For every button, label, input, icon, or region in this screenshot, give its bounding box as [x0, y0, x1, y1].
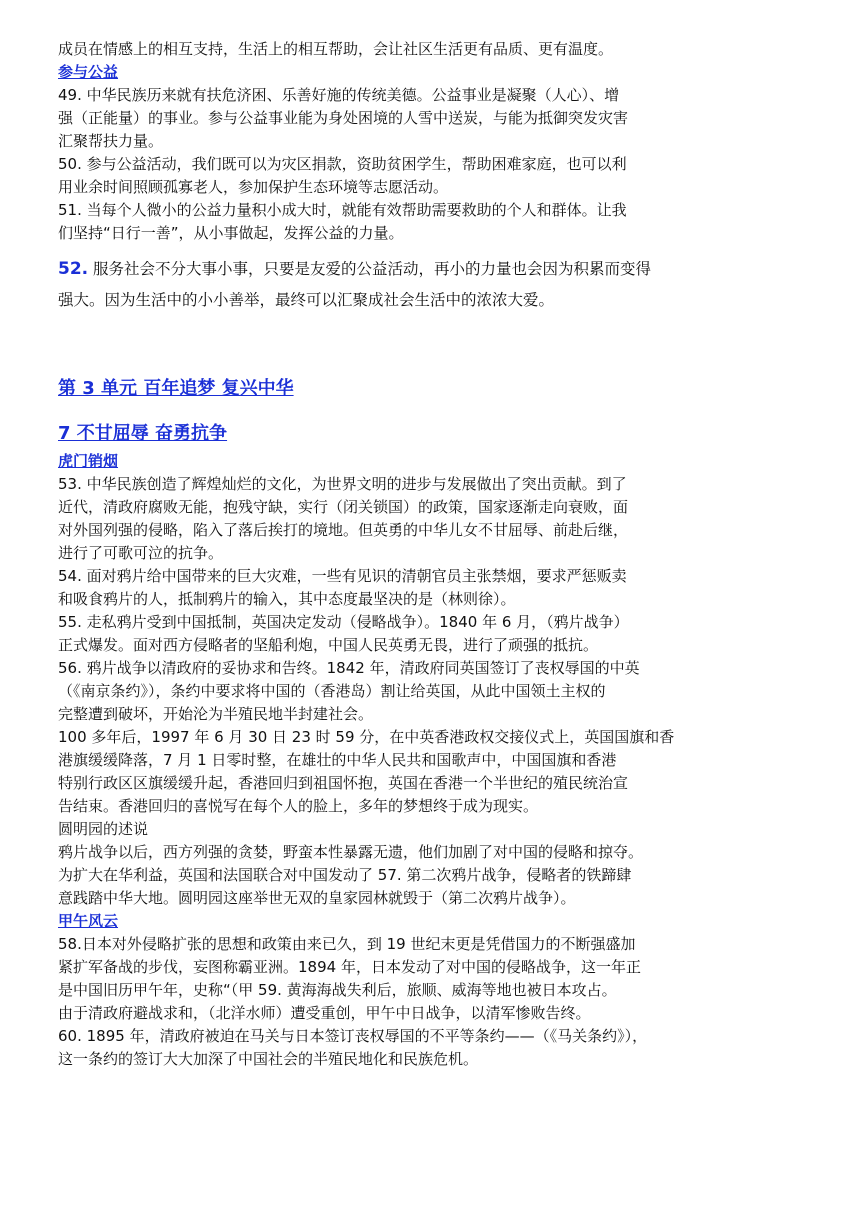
- text-line: 51. 当每个人微小的公益力量积小成大时，就能有效帮助需要救助的个人和群体。让我: [58, 201, 627, 219]
- text-line: 正式爆发。面对西方侵略者的坚船利炮，中国人民英勇无畏，进行了顽强的抵抗。: [58, 636, 599, 654]
- text-line: 50. 参与公益活动，我们既可以为灾区捐款，资助贫困学生，帮助困难家庭，也可以利: [58, 155, 627, 173]
- text-line: 特别行政区区旗缓缓升起，香港回归到祖国怀抱，英国在香港一个半世纪的殖民统治宣: [58, 774, 629, 792]
- text-line: 60. 1895 年，清政府被迫在马关与日本签订丧权辱国的不平等条约——（《马关条约》），: [58, 1027, 648, 1045]
- paragraph-57: [58, 841, 722, 910]
- intro-line: 成员在情感上的相互支持，生活上的相互帮助，会让社区生活更有品质、更有温度。: [58, 40, 614, 58]
- text-line: 为扩大在华利益，英国和法国联合对中国发动了 57. 第二次鸦片战争，侵略者的铁蹄肆: [58, 866, 632, 884]
- text-line: 这一条约的签订大大加深了中国社会的半殖民地化和民族危机。: [58, 1050, 479, 1068]
- text-line: 意践踏中华大地。圆明园这座举世无双的皇家园林就毁于（第二次鸦片战争）。: [58, 889, 576, 907]
- text-line: [58, 254, 722, 285]
- paragraph-51: [58, 199, 722, 245]
- text-line: 49. 中华民族历来就有扶危济困、乐善好施的传统美德。公益事业是凝聚（人心）、增: [58, 86, 620, 104]
- text-line: 鸦片战争以后，西方列强的贪婪，野蛮本性暴露无遗，他们加剧了对中国的侵略和掠夺。: [58, 843, 644, 861]
- text-line: 由于清政府避战求和，（北洋水师）遭受重创，甲午中日战争，以清军惨败告终。: [58, 1004, 591, 1022]
- text-line: 对外国列强的侵略，陷入了落后挨打的境地。但英勇的中华儿女不甘屈辱、前赴后继，: [58, 521, 629, 539]
- text-line: 完整遭到破坏，开始沦为半殖民地半封建社会。: [58, 705, 374, 723]
- paragraph-53: [58, 473, 722, 565]
- paragraph-hongkong: [58, 726, 722, 818]
- section-heading-gongyi[interactable]: 参与公益: [58, 63, 119, 81]
- document-page: [58, 38, 722, 1071]
- text-span: 服务社会不分大事小事，只要是友爱的公益活动，再小的力量也会因为积累而变得: [88, 260, 652, 278]
- text-line: 进行了可歌可泣的抗争。: [58, 544, 224, 562]
- text-line: 54. 面对鸦片给中国带来的巨大灾难，一些有见识的清朝官员主张禁烟，要求严惩贩卖: [58, 567, 627, 585]
- text-line: 强（正能量）的事业。参与公益事业能为身处困境的人雪中送炭，与能为抵御突发灾害: [58, 109, 629, 127]
- paragraph-52: [58, 254, 722, 316]
- unit-heading[interactable]: 第 3 单元 百年追梦 复兴中华: [58, 378, 294, 399]
- text-line: 58.日本对外侵略扩张的思想和政策由来已久，到 19 世纪末更是凭借国力的不断强盛加: [58, 935, 636, 953]
- lesson-heading[interactable]: 7 不甘屈辱 奋勇抗争: [58, 423, 228, 444]
- text-line: （《南京条约》），条约中要求将中国的（香港岛）割让给英国，从此中国领土主权的: [58, 682, 606, 700]
- text-line: 紧扩军备战的步伐，妄图称霸亚洲。1894 年，日本发动了对中国的侵略战争，这一年正: [58, 958, 641, 976]
- text-line: 53. 中华民族创造了辉煌灿烂的文化，为世界文明的进步与发展做出了突出贡献。到了: [58, 475, 627, 493]
- paragraph-54: [58, 565, 722, 611]
- paragraph-60: [58, 1025, 722, 1071]
- paragraph-55: [58, 611, 722, 657]
- text-line: 港旗缓缓降落，7 月 1 日零时整，在雄壮的中华人民共和国歌声中，中国国旗和香港: [58, 751, 617, 769]
- paragraph-56: [58, 657, 722, 726]
- paragraph-50: [58, 153, 722, 199]
- text-line: 和吸食鸦片的人，抵制鸦片的输入，其中态度最坚决的是（林则徐）。: [58, 590, 516, 608]
- section-heading-humen[interactable]: 虎门销烟: [58, 452, 119, 470]
- text-line: 是中国旧历甲午年，史称“（甲 59. 黄海海战失利后，旅顺、威海等地也被日本攻占。: [58, 981, 617, 999]
- text-line: 56. 鸦片战争以清政府的妥协求和告终。1842 年，清政府同英国签订了丧权辱国的中英: [58, 659, 640, 677]
- text-line: 近代，清政府腐败无能，抱残守缺，实行（闭关锁国）的政策，国家逐渐走向衰败，面: [58, 498, 629, 516]
- subheading-yuanmingyuan: 圆明园的述说: [58, 820, 149, 838]
- item-number: 52.: [58, 259, 89, 279]
- text-line: 55. 走私鸦片受到中国抵制，英国决定发动（侵略战争）。1840 年 6 月，（鸦片战争）: [58, 613, 629, 631]
- text-line: 100 多年后，1997 年 6 月 30 日 23 时 59 分，在中英香港政权交接仪式上，英国国旗和香: [58, 728, 675, 746]
- section-heading-jiawu[interactable]: 甲午风云: [58, 912, 119, 930]
- paragraph-49: [58, 84, 722, 153]
- text-line: 们坚持“日行一善”，从小事做起，发挥公益的力量。: [58, 224, 404, 242]
- text-line: 告结束。香港回归的喜悦写在每个人的脸上，多年的梦想终于成为现实。: [58, 797, 539, 815]
- text-line: 强大。因为生活中的小小善举，最终可以汇聚成社会生活中的浓浓大爱。: [58, 291, 555, 309]
- text-line: 用业余时间照顾孤寡老人，参加保护生态环境等志愿活动。: [58, 178, 449, 196]
- paragraph-58: [58, 933, 722, 1025]
- text-line: 汇聚帮扶力量。: [58, 132, 164, 150]
